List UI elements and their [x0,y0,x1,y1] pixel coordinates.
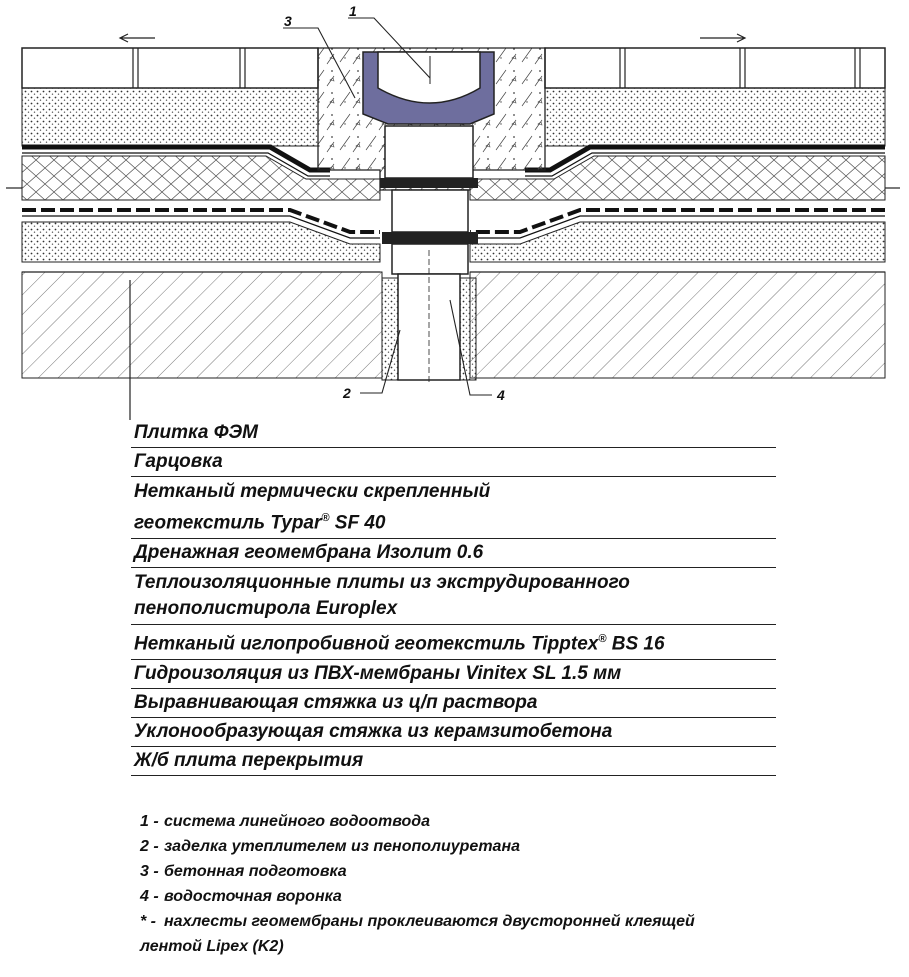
layer-row [131,625,776,659]
layer-label: Теплоизоляционные плиты из экструдированного [134,572,630,594]
legend [140,809,840,959]
slab-right [470,272,885,378]
layer-label-tail: BS 16 [606,633,665,655]
screed-left [22,222,380,262]
callout-4: 4 [497,387,505,403]
legend-key: 2 - [140,838,159,855]
layer-row [131,539,776,568]
layer-label-tail: SF 40 [329,512,386,534]
legend-item [140,884,840,909]
layer-spec-table [131,419,776,776]
layer-label: Плитка ФЭМ [134,422,259,443]
legend-item [140,909,840,934]
registered-mark: ® [321,512,330,524]
layer-row [131,419,776,448]
legend-key: 4 - [140,888,159,905]
layer-row [131,718,776,747]
layer-label: Гарцовка [134,451,223,472]
callout-1: 1 [349,3,357,19]
layer-label-line2: геотекстиль Typar [134,512,322,534]
legend-item [140,859,840,884]
legend-text: система линейного водоотвода [164,813,431,830]
registered-mark: ® [598,633,607,646]
sand-layer-right [545,88,885,146]
layer-label: Ж/б плита перекрытия [134,749,364,771]
legend-text-continued: лентой Lipex (K2) [140,938,284,955]
legend-item [140,834,840,859]
legend-text: заделка утеплителем из пенополиуретана [164,838,521,855]
legend-key: 3 - [140,863,159,880]
tile-layer-left [22,48,318,88]
layer-row [131,477,776,539]
drain-flange-lower [382,232,478,244]
screed-right [470,222,885,262]
layer-row [131,689,776,718]
legend-key: 1 - [140,813,159,830]
layer-label: Уклонообразующая стяжка из керамзитобетона [134,720,613,742]
layer-row [131,660,776,689]
drain-upper-body [385,126,473,178]
drain-assembly [363,52,494,382]
legend-text: бетонная подготовка [164,863,347,880]
sand-layer-left [22,88,318,146]
legend-item [140,809,840,834]
layer-row [131,747,776,776]
callout-2: 2 [343,385,351,401]
layer-row [131,448,776,477]
layer-label: Нетканый термически скрепленный [134,481,491,502]
layer-label-line2: пенополистирола Europlex [134,598,398,620]
drain-flange-upper [380,178,478,188]
layer-label: Выравнивающая стяжка из ц/п раствора [134,691,538,713]
legend-text: нахлесты геомембраны проклеиваются двусторонней клеящей [164,913,695,930]
layer-label: Нетканый иглопробивной геотекстиль Tipptex [134,633,599,655]
pu-foam-right [460,278,476,380]
layer-label: Дренажная геомембрана Изолит 0.6 [134,542,484,564]
legend-key: * - [140,913,156,930]
legend-text: водосточная воронка [164,888,342,905]
layer-row [131,568,776,625]
slab-left [22,272,382,378]
tile-layer-right [545,48,885,88]
callout-3: 3 [284,13,292,29]
drain-middle-body [392,190,468,232]
layer-label: Гидроизоляция из ПВХ-мембраны Vinitex SL 1.5 мм [134,662,622,684]
